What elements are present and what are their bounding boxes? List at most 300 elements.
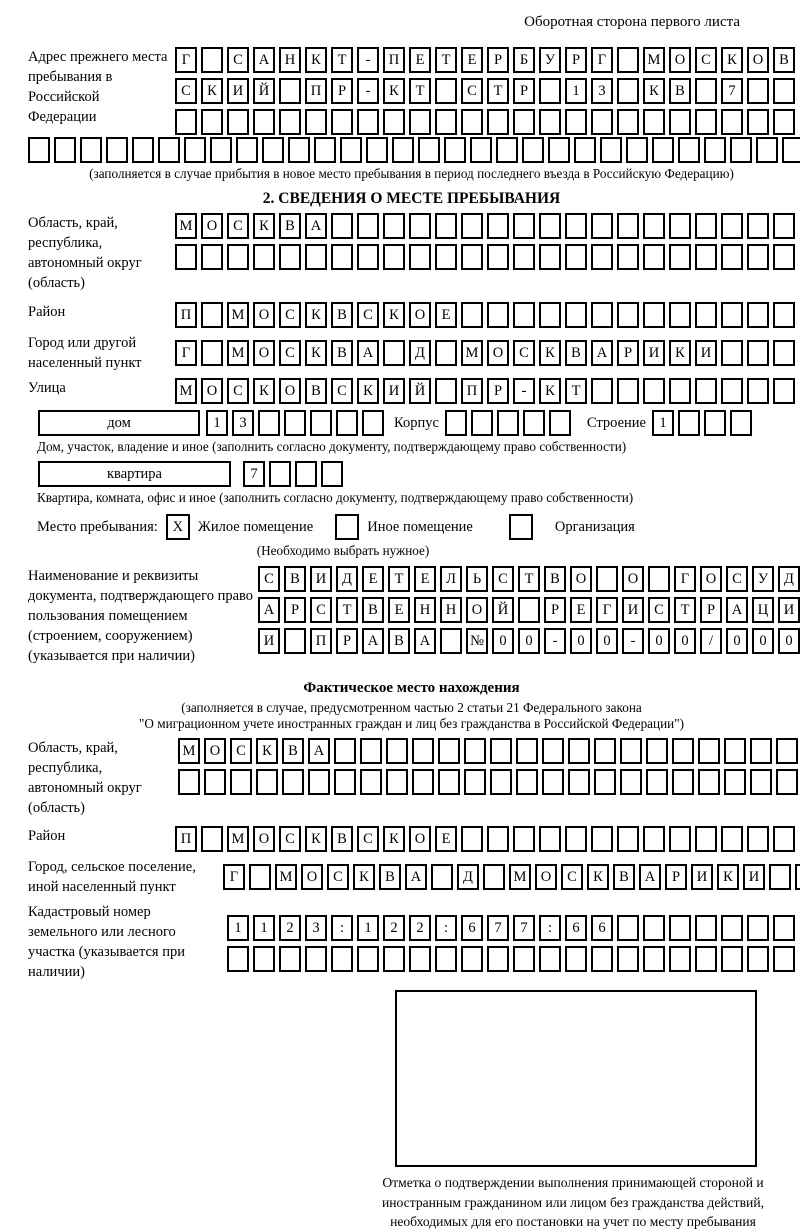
char-cell: У	[539, 47, 561, 73]
char-cell: А	[357, 340, 379, 366]
char-cell	[695, 244, 717, 270]
char-cell: О	[487, 340, 509, 366]
apartment-caption: Квартира, комната, офис и иное (заполнить согласно документу, подтверждающему право собственности)	[37, 490, 634, 505]
char-cell	[643, 213, 665, 239]
stay-type-checkbox-other	[335, 514, 359, 540]
stroenie-label: Строение	[586, 414, 646, 431]
char-cell: Т	[565, 378, 587, 404]
cadastral-row-1	[227, 915, 795, 941]
char-cell	[331, 946, 353, 972]
char-cell	[310, 410, 332, 436]
prev-address-caption: (заполняется в случае прибытия в новое место пребывания в период последнего въезда в Российскую Федерацию)	[89, 166, 734, 181]
char-cell: -	[513, 378, 535, 404]
house-cells	[206, 410, 384, 436]
char-cell: М	[227, 340, 249, 366]
char-cell	[435, 340, 457, 366]
char-cell	[568, 769, 590, 795]
char-cell	[516, 769, 538, 795]
char-cell	[539, 946, 561, 972]
actual-location-caption-2: "О миграционном учете иностранных граждан и лиц без гражданства в Российской Федерации")	[139, 716, 684, 731]
apartment-row	[38, 461, 795, 487]
char-cell: С	[357, 826, 379, 852]
char-cell: С	[331, 378, 353, 404]
prev-address-rows	[168, 47, 795, 135]
char-cell: И	[258, 628, 280, 654]
char-cell	[204, 769, 226, 795]
char-cell	[412, 738, 434, 764]
char-cell	[648, 566, 670, 592]
char-cell: К	[539, 378, 561, 404]
char-cell: 1	[206, 410, 228, 436]
char-cell: О	[466, 597, 488, 623]
char-cell	[295, 461, 317, 487]
char-cell: К	[717, 864, 739, 890]
char-cell: 0	[726, 628, 748, 654]
char-cell: 6	[565, 915, 587, 941]
char-cell	[591, 244, 613, 270]
char-cell	[357, 213, 379, 239]
char-cell: -	[622, 628, 644, 654]
char-cell: С	[258, 566, 280, 592]
char-cell	[773, 378, 795, 404]
char-cell	[236, 137, 258, 163]
s2-district-cells	[175, 302, 795, 328]
char-cell	[773, 213, 795, 239]
char-cell	[591, 302, 613, 328]
prev-address-row-4-wrap	[28, 137, 795, 163]
char-cell	[747, 378, 769, 404]
char-cell: О	[535, 864, 557, 890]
char-cell: Е	[388, 597, 410, 623]
char-cell: К	[539, 340, 561, 366]
char-cell: О	[747, 47, 769, 73]
char-cell: 6	[461, 915, 483, 941]
char-cell	[643, 109, 665, 135]
char-cell	[54, 137, 76, 163]
char-cell	[487, 244, 509, 270]
char-cell	[201, 826, 223, 852]
document-row-3	[258, 628, 800, 654]
prev-address-row-1	[175, 47, 795, 73]
char-cell: 2	[279, 915, 301, 941]
char-cell	[284, 410, 306, 436]
char-cell	[386, 738, 408, 764]
char-cell	[513, 826, 535, 852]
char-cell	[487, 946, 509, 972]
char-cell: Н	[279, 47, 301, 73]
al-city-cells	[223, 864, 800, 890]
char-cell	[409, 946, 431, 972]
char-cell	[773, 109, 795, 135]
stay-type-option-organization: Организация	[554, 518, 635, 535]
char-cell: К	[357, 378, 379, 404]
char-cell: А	[308, 738, 330, 764]
char-cell: Б	[513, 47, 535, 73]
char-cell	[695, 213, 717, 239]
char-cell	[721, 378, 743, 404]
char-cell	[747, 302, 769, 328]
cadastral-rows	[223, 915, 795, 972]
char-cell: О	[253, 826, 275, 852]
char-cell	[201, 340, 223, 366]
char-cell	[721, 946, 743, 972]
char-cell	[669, 244, 691, 270]
char-cell: К	[201, 78, 223, 104]
char-cell: М	[227, 302, 249, 328]
char-cell: И	[310, 566, 332, 592]
char-cell	[227, 109, 249, 135]
char-cell	[201, 47, 223, 73]
s2-city-cells	[175, 340, 795, 366]
char-cell	[249, 864, 271, 890]
char-cell: А	[591, 340, 613, 366]
char-cell: 0	[492, 628, 514, 654]
char-cell	[776, 769, 798, 795]
char-cell: 0	[648, 628, 670, 654]
char-cell	[366, 137, 388, 163]
char-cell	[617, 109, 639, 135]
char-cell: П	[175, 826, 197, 852]
char-cell	[721, 340, 743, 366]
char-cell	[279, 244, 301, 270]
char-cell: П	[305, 78, 327, 104]
char-cell	[646, 738, 668, 764]
char-cell	[574, 137, 596, 163]
char-cell: О	[201, 213, 223, 239]
char-cell	[549, 410, 571, 436]
char-cell: Й	[253, 78, 275, 104]
char-cell: О	[279, 378, 301, 404]
char-cell	[471, 410, 493, 436]
char-cell: К	[383, 78, 405, 104]
char-cell	[704, 137, 726, 163]
char-cell	[357, 109, 379, 135]
char-cell	[201, 244, 223, 270]
char-cell	[721, 826, 743, 852]
char-cell: К	[353, 864, 375, 890]
cadastral-row-2	[227, 946, 795, 972]
char-cell	[305, 109, 327, 135]
char-cell: -	[544, 628, 566, 654]
prev-address-row-4	[28, 137, 800, 163]
s2-district-row	[28, 302, 795, 328]
char-cell: 3	[305, 915, 327, 941]
char-cell	[548, 137, 570, 163]
char-cell	[336, 410, 358, 436]
s2-street-cells	[175, 378, 795, 404]
char-cell: В	[284, 566, 306, 592]
char-cell: :	[539, 915, 561, 941]
char-cell: Д	[409, 340, 431, 366]
char-cell	[331, 213, 353, 239]
char-cell: В	[331, 826, 353, 852]
char-cell: Г	[591, 47, 613, 73]
char-cell	[756, 137, 778, 163]
char-cell: Р	[487, 378, 509, 404]
char-cell: А	[362, 628, 384, 654]
char-cell: К	[587, 864, 609, 890]
char-cell	[314, 137, 336, 163]
al-region-row-1	[178, 738, 798, 764]
char-cell: Р	[665, 864, 687, 890]
char-cell: Ь	[466, 566, 488, 592]
stamp-box	[395, 990, 757, 1167]
char-cell	[565, 244, 587, 270]
prev-address-row-2	[175, 78, 795, 104]
char-cell	[184, 137, 206, 163]
char-cell: О	[622, 566, 644, 592]
char-cell	[435, 946, 457, 972]
char-cell: Р	[331, 78, 353, 104]
char-cell	[461, 826, 483, 852]
char-cell: К	[305, 340, 327, 366]
char-cell: Р	[544, 597, 566, 623]
char-cell	[539, 213, 561, 239]
char-cell: М	[461, 340, 483, 366]
char-cell	[253, 109, 275, 135]
char-cell: П	[175, 302, 197, 328]
char-cell: Г	[674, 566, 696, 592]
char-cell: М	[643, 47, 665, 73]
char-cell: 0	[778, 628, 800, 654]
char-cell: 2	[383, 915, 405, 941]
char-cell: №	[466, 628, 488, 654]
al-region-row-2	[178, 769, 798, 795]
char-cell	[539, 826, 561, 852]
char-cell: Т	[331, 47, 353, 73]
char-cell	[178, 769, 200, 795]
char-cell	[487, 213, 509, 239]
char-cell: К	[721, 47, 743, 73]
stay-type-option-other: Иное помещение	[367, 518, 473, 535]
char-cell: -	[357, 47, 379, 73]
char-cell	[513, 946, 535, 972]
stay-type-checkbox-organization	[509, 514, 533, 540]
char-cell	[258, 410, 280, 436]
char-cell	[539, 302, 561, 328]
char-cell: О	[201, 378, 223, 404]
char-cell	[435, 213, 457, 239]
char-cell	[643, 915, 665, 941]
char-cell	[617, 47, 639, 73]
char-cell: Л	[440, 566, 462, 592]
s2-city-label: Город или другой населенный пункт	[28, 335, 142, 371]
char-cell	[106, 137, 128, 163]
char-cell	[470, 137, 492, 163]
char-cell	[652, 137, 674, 163]
char-cell	[643, 378, 665, 404]
stroenie-cells	[652, 410, 752, 436]
document-row-2	[258, 597, 800, 623]
char-cell	[773, 946, 795, 972]
char-cell	[331, 109, 353, 135]
char-cell	[594, 738, 616, 764]
char-cell: О	[409, 826, 431, 852]
char-cell: С	[726, 566, 748, 592]
char-cell	[695, 915, 717, 941]
char-cell	[334, 738, 356, 764]
stay-type-row	[37, 514, 795, 540]
char-cell	[279, 109, 301, 135]
char-cell	[747, 78, 769, 104]
char-cell: И	[383, 378, 405, 404]
char-cell: Г	[175, 47, 197, 73]
char-cell	[617, 378, 639, 404]
char-cell	[230, 769, 252, 795]
char-cell: М	[275, 864, 297, 890]
char-cell	[464, 769, 486, 795]
char-cell	[695, 109, 717, 135]
char-cell: 1	[357, 915, 379, 941]
char-cell: Г	[596, 597, 618, 623]
char-cell: В	[331, 340, 353, 366]
char-cell: А	[405, 864, 427, 890]
char-cell: Т	[336, 597, 358, 623]
char-cell	[409, 244, 431, 270]
char-cell	[643, 946, 665, 972]
char-cell	[513, 109, 535, 135]
char-cell	[678, 410, 700, 436]
char-cell: П	[383, 47, 405, 73]
char-cell	[279, 78, 301, 104]
char-cell	[617, 826, 639, 852]
char-cell: Т	[435, 47, 457, 73]
char-cell: Т	[409, 78, 431, 104]
char-cell: 0	[570, 628, 592, 654]
char-cell	[594, 769, 616, 795]
char-cell: С	[492, 566, 514, 592]
char-cell: С	[513, 340, 535, 366]
char-cell	[646, 769, 668, 795]
char-cell	[158, 137, 180, 163]
char-cell: В	[305, 378, 327, 404]
char-cell: П	[461, 378, 483, 404]
char-cell: С	[227, 378, 249, 404]
char-cell	[773, 78, 795, 104]
document-label: Наименование и реквизиты документа, подтверждающего право пользования помещением (строением, сооружением) (указывается при наличии)	[28, 568, 254, 664]
s2-region-row-1	[175, 213, 795, 239]
char-cell	[721, 915, 743, 941]
char-cell: /	[700, 628, 722, 654]
char-cell	[386, 769, 408, 795]
char-cell	[747, 915, 769, 941]
char-cell	[643, 244, 665, 270]
apartment-box: квартира	[38, 461, 231, 487]
char-cell: 6	[591, 915, 613, 941]
char-cell	[490, 769, 512, 795]
char-cell	[513, 244, 535, 270]
char-cell	[210, 137, 232, 163]
char-cell: 0	[596, 628, 618, 654]
char-cell: Е	[570, 597, 592, 623]
char-cell	[669, 213, 691, 239]
char-cell	[695, 826, 717, 852]
char-cell: А	[258, 597, 280, 623]
char-cell	[256, 769, 278, 795]
char-cell: О	[700, 566, 722, 592]
char-cell: Н	[414, 597, 436, 623]
char-cell: Р	[336, 628, 358, 654]
char-cell: Е	[414, 566, 436, 592]
char-cell: Р	[487, 47, 509, 73]
char-cell: В	[613, 864, 635, 890]
char-cell: -	[357, 78, 379, 104]
char-cell: Т	[518, 566, 540, 592]
char-cell: С	[695, 47, 717, 73]
char-cell	[617, 946, 639, 972]
char-cell	[591, 946, 613, 972]
char-cell: С	[227, 213, 249, 239]
char-cell: Р	[565, 47, 587, 73]
char-cell	[523, 410, 545, 436]
char-cell	[695, 946, 717, 972]
char-cell	[383, 109, 405, 135]
char-cell	[782, 137, 800, 163]
al-region-label: Область, край, республика, автономный округ (область)	[28, 740, 142, 816]
char-cell: Р	[284, 597, 306, 623]
char-cell: К	[305, 47, 327, 73]
char-cell: А	[414, 628, 436, 654]
char-cell	[565, 826, 587, 852]
char-cell: О	[669, 47, 691, 73]
char-cell	[305, 244, 327, 270]
char-cell: И	[743, 864, 765, 890]
char-cell	[496, 137, 518, 163]
s2-region-label: Область, край, республика, автономный округ (область)	[28, 215, 142, 291]
char-cell	[253, 244, 275, 270]
char-cell: С	[461, 78, 483, 104]
char-cell: 0	[674, 628, 696, 654]
char-cell	[591, 213, 613, 239]
char-cell: И	[622, 597, 644, 623]
char-cell	[724, 738, 746, 764]
char-cell	[175, 109, 197, 135]
char-cell	[438, 769, 460, 795]
stamp-caption: Отметка о подтверждении выполнения принимающей стороной и иностранным гражданином или лицом без гражданства действий, необходимых для его постановки на учет по месту пребывания	[382, 1175, 764, 1230]
char-cell	[132, 137, 154, 163]
char-cell	[483, 864, 505, 890]
al-region-rows	[178, 738, 798, 795]
char-cell	[334, 769, 356, 795]
char-cell	[357, 244, 379, 270]
char-cell: К	[643, 78, 665, 104]
char-cell	[227, 244, 249, 270]
char-cell	[360, 769, 382, 795]
char-cell	[383, 244, 405, 270]
korpus-label: Корпус	[394, 414, 439, 431]
cadastral-group	[28, 902, 795, 982]
char-cell	[773, 302, 795, 328]
s2-street-row	[28, 378, 795, 404]
char-cell: 1	[652, 410, 674, 436]
char-cell: И	[695, 340, 717, 366]
char-cell: И	[227, 78, 249, 104]
char-cell	[418, 137, 440, 163]
char-cell: М	[178, 738, 200, 764]
char-cell	[487, 109, 509, 135]
char-cell	[522, 137, 544, 163]
char-cell	[669, 109, 691, 135]
char-cell: 7	[721, 78, 743, 104]
char-cell	[773, 826, 795, 852]
al-district-label: Район	[28, 828, 66, 844]
char-cell: Т	[674, 597, 696, 623]
apartment-cells	[243, 461, 343, 487]
char-cell	[565, 302, 587, 328]
korpus-cells	[445, 410, 571, 436]
char-cell: У	[752, 566, 774, 592]
char-cell: Р	[617, 340, 639, 366]
